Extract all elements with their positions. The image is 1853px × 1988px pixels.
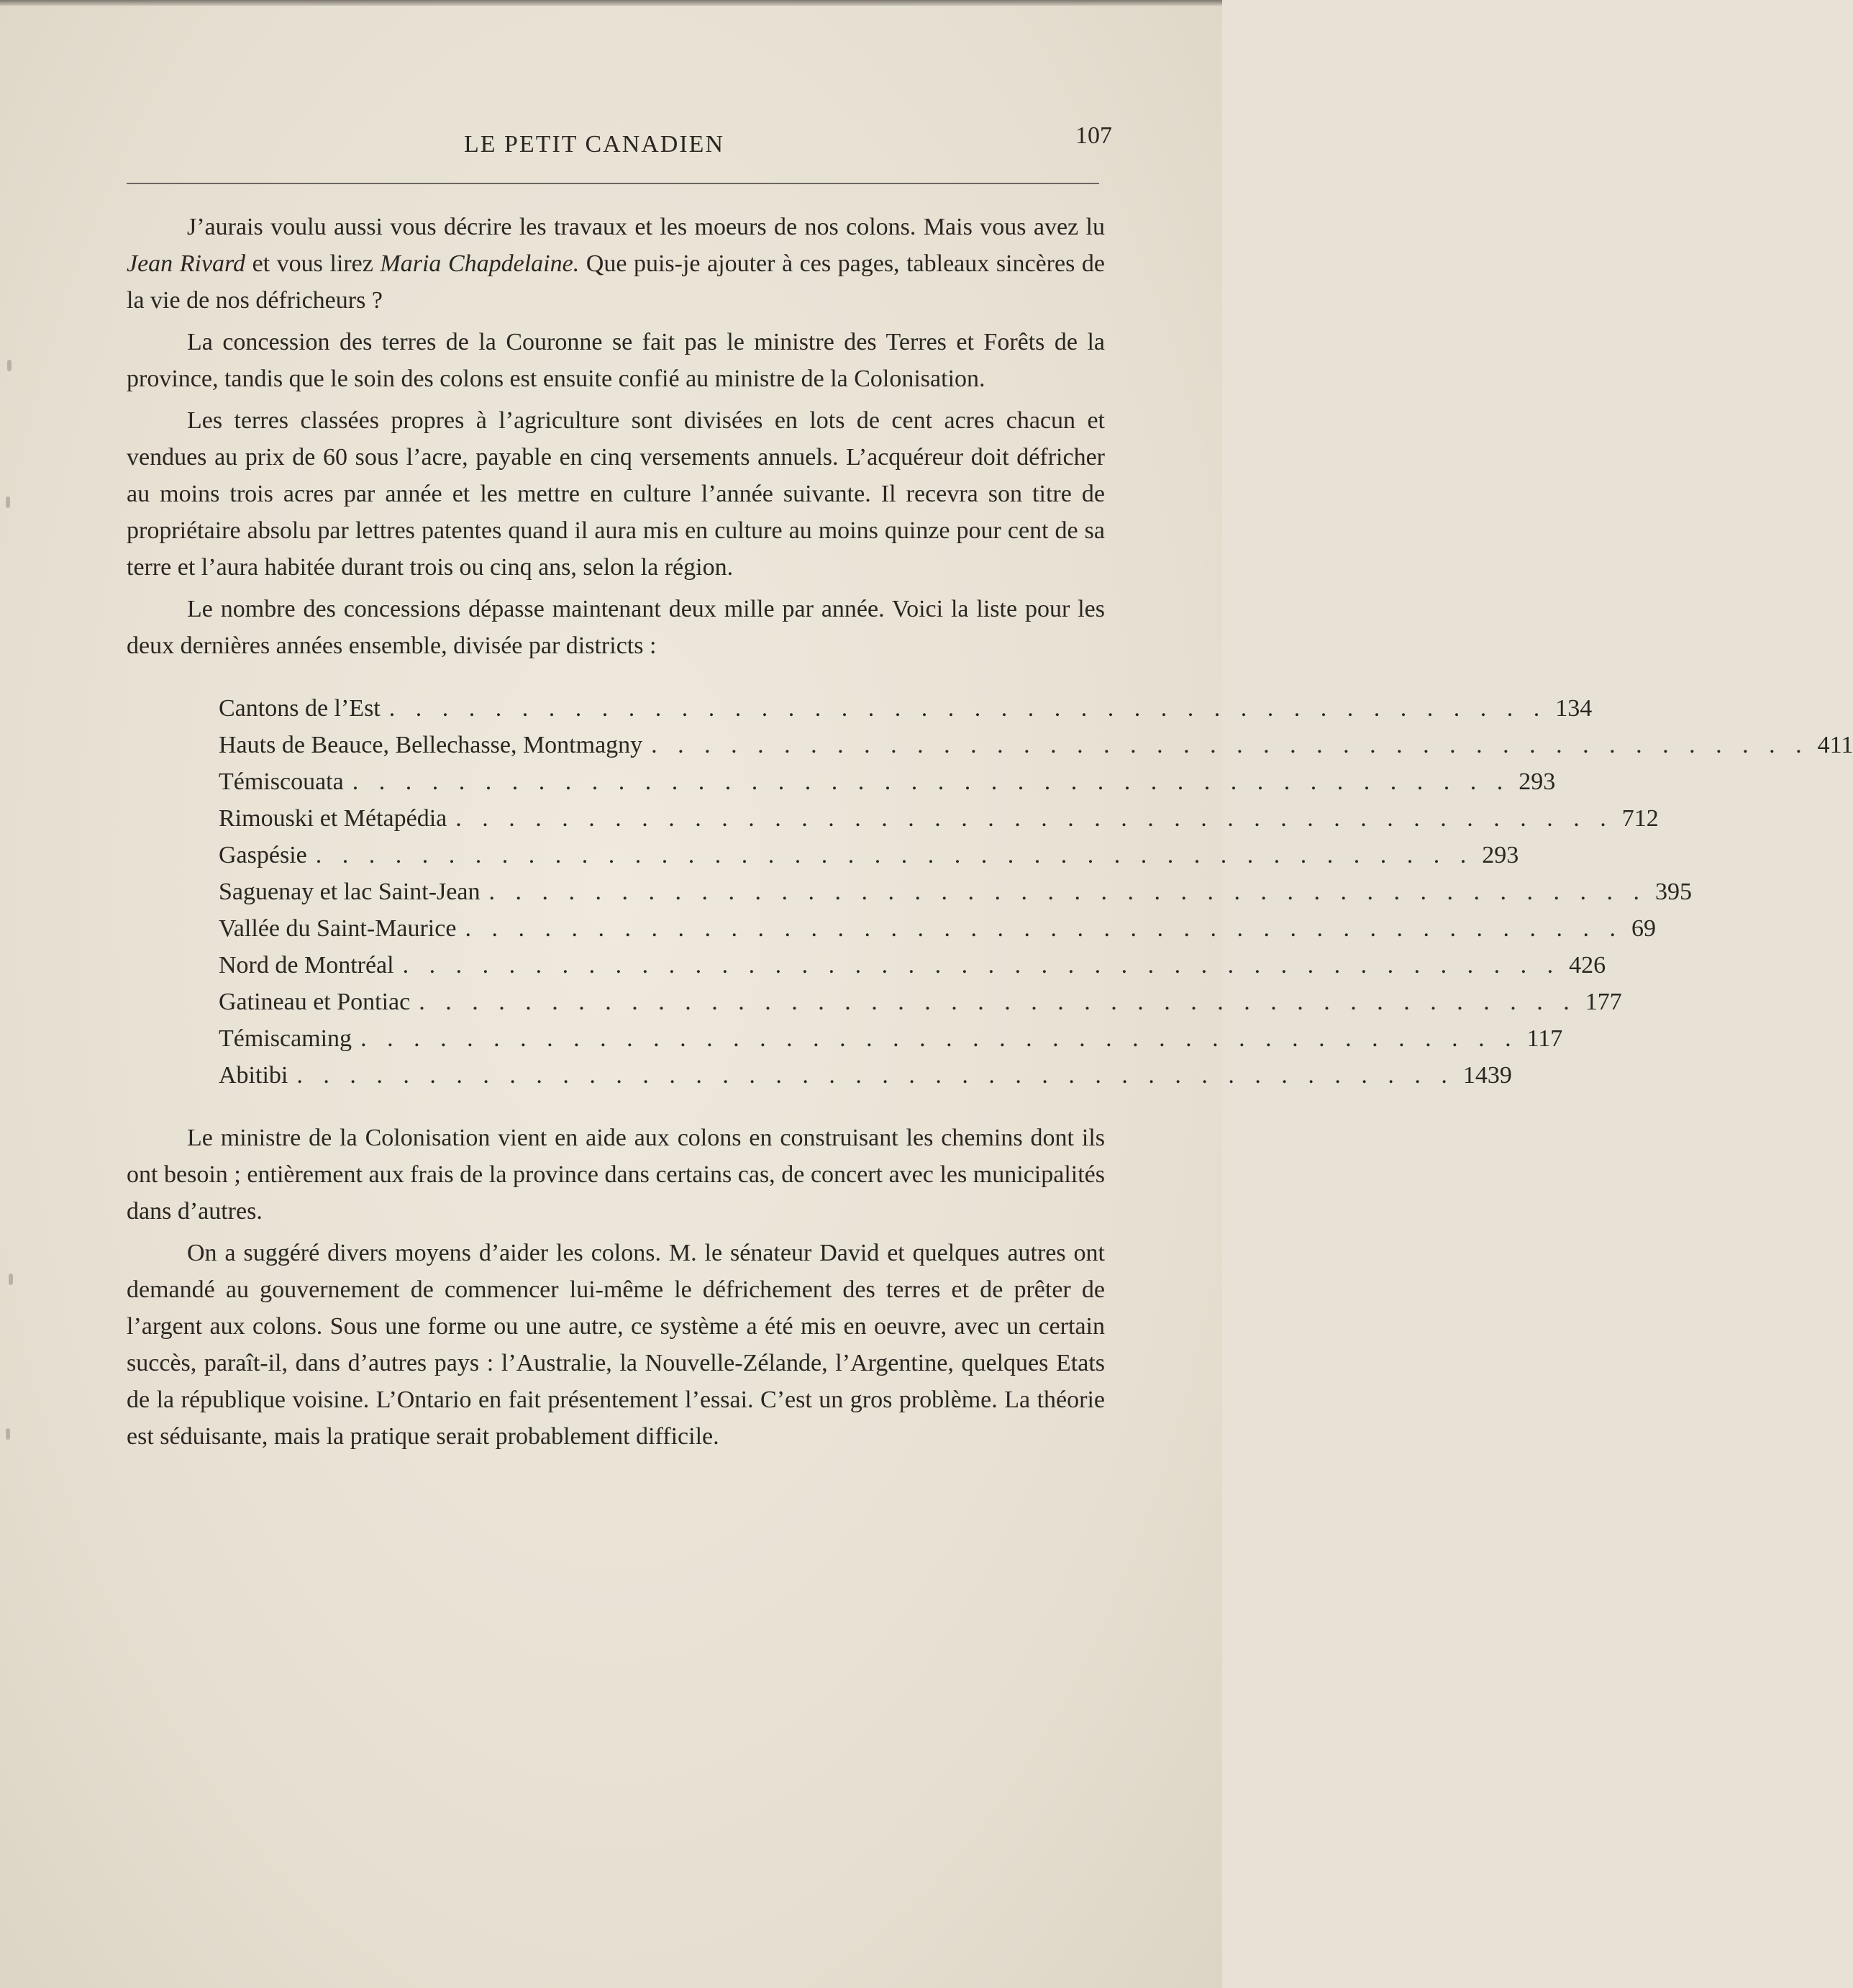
district-row bbox=[219, 984, 1622, 1020]
district-count: 177 bbox=[1585, 989, 1622, 1015]
margin-mark bbox=[6, 1428, 10, 1440]
leader-dots: . . . . . . . . . . . . . . . . . . . . . . . . . . . . . . . . . . . . . . . . . . . . bbox=[465, 915, 1623, 942]
leader-dots: . . . . . . . . . . . . . . . . . . . . . . . . . . . . . . . . . . . . . . . . . . . . bbox=[360, 1025, 1519, 1052]
district-name: Rimouski et Métapédia bbox=[219, 805, 447, 832]
district-name: Témiscaming bbox=[219, 1025, 352, 1052]
district-count: 117 bbox=[1526, 1025, 1563, 1052]
district-name: Vallée du Saint-Maurice bbox=[219, 915, 457, 942]
district-count: 395 bbox=[1654, 879, 1692, 905]
book-title-maria-chapdelaine: Maria Chapdelaine. bbox=[380, 250, 580, 277]
paragraph: On a suggéré divers moyens d’aider les colons. M. le sénateur David et quelques autres ont demandé au gouvernement de commencer lui-même le défrichement des terres et de prêter de l’argent aux colons. Sous une forme ou une autre, ce système a été mis en oeuvre, avec un certain succès, paraît-il, dans d’autres pays : l’Australie, la Nouvelle-Zélande, l’Argentine, quelques Etats de la république voisine. L’Ontario en fait présentement l’essai. C’est un gros problème. La théorie est séduisante, mais la pratique serait probablement difficile. bbox=[127, 1240, 1105, 1450]
running-title: LE PETIT CANADIEN bbox=[464, 131, 724, 158]
district-name: Cantons de l’Est bbox=[219, 695, 381, 722]
book-title-jean-rivard: Jean Rivard bbox=[127, 250, 246, 277]
district-count: 411 bbox=[1817, 732, 1853, 758]
text-run: J’aurais voulu aussi vous décrire les travaux et les moeurs de nos colons. Mais vous avez lu bbox=[187, 214, 1105, 240]
leader-dots: . . . . . . . . . . . . . . . . . . . . . . . . . . . . . . . . . . . . . . . . . . . . bbox=[352, 768, 1511, 795]
leader-dots: . . . . . . . . . . . . . . . . . . . . . . . . . . . . . . . . . . . . . . . . . . . . bbox=[296, 1062, 1454, 1089]
district-count: 293 bbox=[1482, 842, 1519, 868]
paragraph: La concession des terres de la Couronne se fait pas le ministre des Terres et Forêts de la province, tandis que le soin des colons est ensuite confié au ministre de la Colonisation. bbox=[127, 329, 1105, 392]
district-row bbox=[219, 727, 1853, 763]
district-row bbox=[219, 873, 1692, 910]
district-list bbox=[219, 690, 1853, 1094]
district-name: Témiscouata bbox=[219, 768, 344, 795]
district-row bbox=[219, 910, 1656, 947]
margin-mark bbox=[9, 1274, 13, 1285]
leader-dots: . . . . . . . . . . . . . . . . . . . . . . . . . . . . . . . . . . . . . . . . . . . . bbox=[315, 842, 1474, 868]
district-row bbox=[219, 837, 1519, 873]
body-text bbox=[127, 209, 1853, 1460]
district-row bbox=[219, 800, 1659, 837]
paragraph: Les terres classées propres à l’agriculture sont divisées en lots de cent acres chacun et vendues au prix de 60 sous l’acre, payable en cinq versements annuels. L’acquéreur doit défricher au moins trois acres par année et les mettre en culture l’année suivante. Il recevra son titre de propriétaire absolu par lettres patentes quand il aura mis en culture au moins quinze pour cent de sa terre et l’aura habitée durant trois ou cinq ans, selon la région. bbox=[127, 407, 1105, 581]
page-top-edge bbox=[0, 0, 1222, 6]
margin-mark bbox=[7, 360, 12, 371]
page-header bbox=[127, 122, 1112, 173]
leader-dots: . . . . . . . . . . . . . . . . . . . . . . . . . . . . . . . . . . . . . . . . . . . . bbox=[388, 695, 1547, 722]
header-rule bbox=[127, 183, 1099, 184]
district-name: Abitibi bbox=[219, 1062, 288, 1089]
district-name: Nord de Montréal bbox=[219, 952, 394, 979]
leader-dots: . . . . . . . . . . . . . . . . . . . . . . . . . . . . . . . . . . . . . . . . . . . . bbox=[488, 879, 1647, 905]
district-name: Gatineau et Pontiac bbox=[219, 989, 411, 1015]
district-count: 293 bbox=[1519, 768, 1556, 795]
paragraph: Le nombre des concessions dépasse maintenant deux mille par année. Voici la liste pour les deux dernières années ensemble, divisée par districts : bbox=[127, 596, 1105, 659]
district-row bbox=[219, 690, 1593, 727]
district-row bbox=[219, 1057, 1512, 1094]
paragraph bbox=[127, 209, 1105, 319]
leader-dots: . . . . . . . . . . . . . . . . . . . . . . . . . . . . . . . . . . . . . . . . . . . . bbox=[402, 952, 1561, 979]
district-count: 134 bbox=[1555, 695, 1593, 722]
district-count: 712 bbox=[1621, 805, 1659, 832]
district-name: Saguenay et lac Saint-Jean bbox=[219, 879, 481, 905]
leader-dots: . . . . . . . . . . . . . . . . . . . . . . . . . . . . . . . . . . . . . . . . . . . . bbox=[455, 805, 1613, 832]
district-row bbox=[219, 947, 1606, 984]
leader-dots: . . . . . . . . . . . . . . . . . . . . . . . . . . . . . . . . . . . . . . . . . . . . bbox=[651, 732, 1809, 758]
district-name: Hauts de Beauce, Bellechasse, Montmagny bbox=[219, 732, 643, 758]
district-name: Gaspésie bbox=[219, 842, 307, 868]
margin-mark bbox=[6, 496, 10, 508]
district-count: 69 bbox=[1631, 915, 1656, 942]
district-count: 1439 bbox=[1462, 1062, 1512, 1089]
paragraph: Le ministre de la Colonisation vient en aide aux colons en construisant les chemins dont ils ont besoin ; entièrement aux frais de la province dans certains cas, de concert avec les municipalités dans d’autres. bbox=[127, 1125, 1105, 1225]
district-row bbox=[219, 1020, 1563, 1057]
page-number: 107 bbox=[1075, 122, 1112, 149]
text-run: et vous lirez bbox=[245, 250, 381, 277]
district-row bbox=[219, 763, 1556, 800]
text-run: Que puis-je ajouter à ces pages, tableaux sincères de la vie de nos défricheurs ? bbox=[127, 250, 1105, 314]
leader-dots: . . . . . . . . . . . . . . . . . . . . . . . . . . . . . . . . . . . . . . . . . . . . bbox=[419, 989, 1577, 1015]
district-count: 426 bbox=[1569, 952, 1606, 979]
